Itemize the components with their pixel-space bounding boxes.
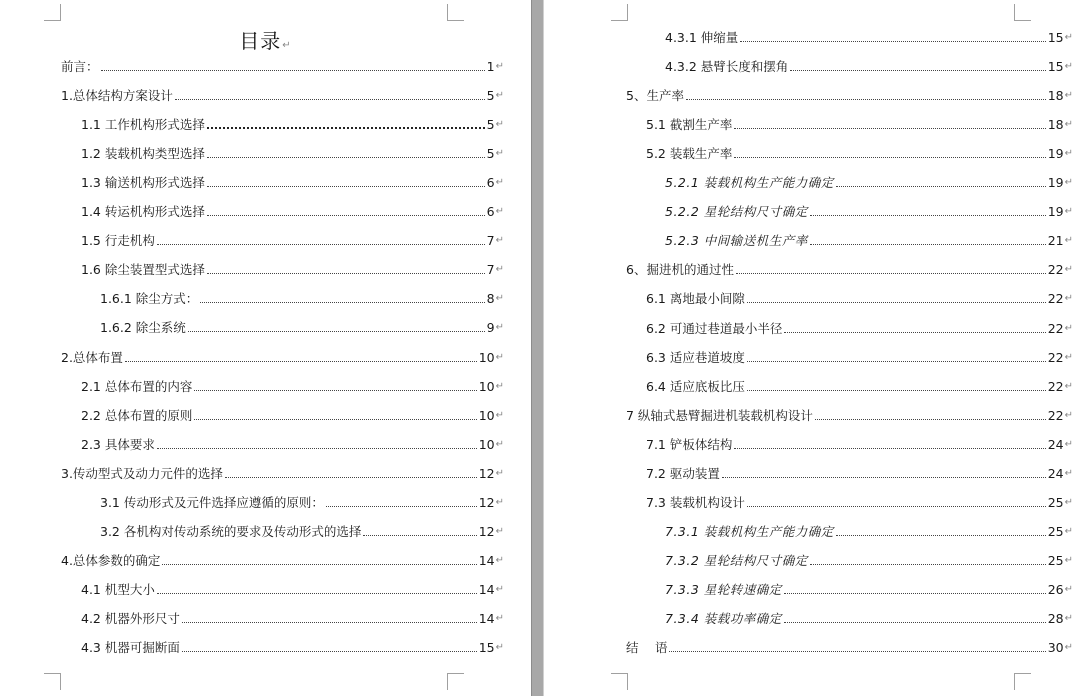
- toc-entry-label: 4.1 机型大小: [81, 581, 155, 597]
- toc-page-number: 10: [478, 378, 495, 394]
- toc-page-number: 18: [1047, 88, 1064, 104]
- toc-dot-leader: [810, 215, 1046, 216]
- toc-dot-leader: [784, 593, 1046, 594]
- page-corner-mark: [611, 673, 628, 690]
- toc-entry[interactable]: [81, 408, 504, 424]
- toc-entry-label: 7 纵轴式悬臂掘进机装载机构设计: [626, 407, 813, 423]
- paragraph-mark-icon: ↵: [1064, 235, 1073, 247]
- toc-entry[interactable]: [81, 611, 504, 627]
- toc-entry-label: 1.3 输送机构形式选择: [81, 175, 205, 191]
- toc-entry[interactable]: [81, 582, 504, 598]
- toc-dot-leader: [101, 70, 485, 71]
- paragraph-mark-icon: ↵: [1064, 496, 1073, 508]
- toc-entry[interactable]: [665, 611, 1073, 627]
- toc-entry[interactable]: [626, 408, 1073, 424]
- toc-dot-leader: [157, 244, 485, 245]
- paragraph-mark-icon: ↵: [1064, 583, 1073, 595]
- toc-page-number: 14: [478, 581, 495, 597]
- toc-entry-label: 6.1 离地最小间隙: [646, 291, 745, 307]
- toc-dot-leader: [194, 419, 476, 420]
- toc-page-number: 10: [478, 349, 495, 365]
- toc-entry[interactable]: [646, 466, 1073, 482]
- paragraph-mark-icon: ↵: [495, 409, 504, 421]
- toc-dot-leader: [734, 128, 1045, 129]
- toc-page-number: 5: [486, 88, 495, 104]
- toc-dot-leader: [790, 70, 1045, 71]
- toc-dot-leader: [162, 564, 476, 565]
- paragraph-mark-icon: ↵: [495, 525, 504, 537]
- toc-entry-label: 4.2 机器外形尺寸: [81, 610, 180, 626]
- paragraph-mark-icon: ↵: [495, 61, 504, 72]
- toc-entry-label: 2.3 具体要求: [81, 436, 155, 452]
- toc-page-number: 15: [1047, 30, 1064, 45]
- toc-dot-leader: [157, 448, 477, 449]
- toc-entry[interactable]: [665, 30, 1073, 46]
- toc-dot-leader: [815, 419, 1046, 420]
- toc-entry-label: 3.2 各机构对传动系统的要求及传动形式的选择: [100, 523, 362, 539]
- paragraph-mark-icon: ↵: [1064, 32, 1073, 43]
- toc-page-number: 19: [1047, 204, 1064, 220]
- paragraph-mark-icon: ↵: [1064, 293, 1073, 305]
- toc-dot-leader: [747, 390, 1046, 391]
- toc-entry-label: 7.3.1 装载机构生产能力确定: [665, 523, 834, 539]
- toc-dot-leader: [194, 390, 476, 391]
- paragraph-mark-icon: ↵: [495, 380, 504, 392]
- paragraph-mark-icon: ↵: [495, 467, 504, 479]
- toc-entry-label: 6.2 可通过巷道最小半径: [646, 320, 783, 336]
- toc-entry[interactable]: [61, 59, 504, 75]
- toc-entry[interactable]: [646, 321, 1073, 337]
- toc-entry-label: 7.1 铲板体结构: [646, 436, 733, 452]
- toc-dot-leader: [157, 593, 477, 594]
- toc-entry-label: 1.6 除尘装置型式选择: [81, 262, 205, 278]
- toc-entry[interactable]: [81, 146, 504, 162]
- toc-page-number: 5: [486, 146, 495, 162]
- toc-entry-label: 1.4 转运机构形式选择: [81, 204, 205, 220]
- toc-entry[interactable]: [61, 466, 504, 482]
- toc-entry[interactable]: [81, 437, 504, 453]
- toc-dot-leader: [188, 331, 485, 332]
- page-corner-mark: [44, 673, 61, 690]
- page-corner-mark: [447, 4, 464, 21]
- toc-page-number: 25: [1047, 494, 1064, 510]
- paragraph-mark-icon: ↵: [1064, 177, 1073, 189]
- toc-dot-leader: [784, 622, 1046, 623]
- page-corner-mark: [447, 673, 464, 690]
- toc-page-number: 30: [1047, 640, 1064, 656]
- toc-page-number: 5: [486, 117, 495, 133]
- paragraph-mark-icon: ↵: [495, 293, 504, 305]
- toc-dot-leader: [686, 99, 1046, 100]
- toc-entry[interactable]: [646, 117, 1073, 133]
- toc-dot-leader: [810, 564, 1046, 565]
- toc-entry[interactable]: [81, 379, 504, 395]
- toc-entry-label: 1.5 行走机构: [81, 233, 155, 249]
- toc-page-number: 10: [478, 407, 495, 423]
- toc-entry[interactable]: [646, 495, 1073, 511]
- toc-page-number: 1: [486, 59, 495, 74]
- toc-page-number: 15: [1047, 59, 1064, 75]
- toc-entry-label: 5、生产率: [626, 88, 684, 104]
- toc-entry[interactable]: [626, 88, 1073, 104]
- toc-entry[interactable]: [100, 495, 504, 511]
- toc-entry-label: 4.总体参数的确定: [61, 552, 161, 568]
- toc-dot-leader: [669, 651, 1045, 652]
- toc-dot-leader: [182, 651, 477, 652]
- toc-page-number: 14: [478, 610, 495, 626]
- toc-entry[interactable]: [646, 379, 1073, 395]
- toc-entry-label: 4.3 机器可掘断面: [81, 640, 180, 655]
- toc-page-number: 22: [1047, 262, 1064, 278]
- toc-entry[interactable]: [646, 291, 1073, 307]
- toc-entry[interactable]: [61, 553, 504, 569]
- paragraph-mark-icon: ↵: [495, 148, 504, 160]
- toc-page-number: 15: [478, 640, 495, 655]
- toc-entry[interactable]: [646, 350, 1073, 366]
- toc-dot-leader: [810, 244, 1046, 245]
- paragraph-mark-icon: ↵: [495, 235, 504, 247]
- toc-dot-leader: [734, 157, 1045, 158]
- toc-page-number: 18: [1047, 117, 1064, 133]
- paragraph-mark-icon: ↵: [495, 90, 504, 102]
- paragraph-mark-icon: ↵: [1064, 119, 1073, 131]
- toc-entry[interactable]: [100, 524, 504, 540]
- toc-dot-leader: [740, 41, 1045, 42]
- toc-dot-leader: [836, 535, 1046, 536]
- paragraph-mark-icon: ↵: [1064, 642, 1073, 654]
- toc-entry-label: 5.1 截割生产率: [646, 117, 733, 133]
- toc-dot-leader: [363, 535, 476, 536]
- toc-page-number: 7: [486, 233, 495, 249]
- toc-entry-label: 7.2 驱动装置: [646, 465, 720, 481]
- page-corner-mark: [44, 4, 61, 21]
- toc-page-number: 12: [478, 465, 495, 481]
- toc-dot-leader: [200, 302, 484, 303]
- toc-dot-leader: [182, 622, 477, 623]
- toc-dot-leader: [225, 477, 477, 478]
- toc-entry[interactable]: [665, 59, 1073, 75]
- toc-page-number: 28: [1047, 611, 1064, 626]
- paragraph-mark-icon: ↵: [1064, 525, 1073, 537]
- toc-entry-label: 5.2.3 中间输送机生产率: [665, 233, 808, 249]
- toc-entry-label: 7.3.3 星轮转速确定: [665, 581, 782, 597]
- toc-dot-leader: [326, 506, 477, 507]
- toc-entry[interactable]: [100, 320, 504, 336]
- toc-dot-leader: [207, 127, 485, 129]
- toc-entry-label: 1.2 装载机构类型选择: [81, 146, 205, 162]
- toc-page-number: 12: [478, 523, 495, 539]
- toc-entry[interactable]: [646, 146, 1073, 162]
- paragraph-mark-icon: ↵: [1064, 380, 1073, 392]
- toc-page-number: 9: [486, 320, 495, 336]
- toc-entry-label: 1.6.2 除尘系统: [100, 320, 186, 336]
- page-corner-mark: [1014, 673, 1031, 690]
- paragraph-mark-icon: ↵: [495, 177, 504, 189]
- toc-dot-leader: [747, 506, 1046, 507]
- paragraph-mark-icon: ↵: [495, 119, 504, 131]
- toc-title: 目录↵: [239, 29, 292, 53]
- paragraph-mark-icon: ↵: [495, 264, 504, 276]
- toc-entry-label: 结 语: [626, 640, 668, 656]
- toc-entry-label: 1.6.1 除尘方式：: [100, 291, 199, 307]
- toc-page-number: 6: [486, 204, 495, 220]
- paragraph-mark-icon: ↵: [1064, 554, 1073, 566]
- page-corner-mark: [1014, 4, 1031, 21]
- paragraph-mark-icon: ↵: [495, 496, 504, 508]
- toc-entry[interactable]: [81, 640, 504, 656]
- toc-page-number: 6: [486, 175, 495, 191]
- toc-entry-label: 5.2.2 星轮结构尺寸确定: [665, 204, 808, 220]
- toc-dot-leader: [207, 273, 485, 274]
- paragraph-mark-icon: ↵: [495, 554, 504, 566]
- toc-entry-label: 6.3 适应巷道坡度: [646, 349, 745, 365]
- toc-entry[interactable]: [626, 640, 1073, 656]
- toc-entry-label: 3.1 传动形式及元件选择应遵循的原则：: [100, 494, 324, 510]
- paragraph-mark-icon: ↵: [1064, 409, 1073, 421]
- toc-entry-label: 5.2 装载生产率: [646, 146, 733, 162]
- toc-dot-leader: [125, 361, 477, 362]
- toc-page-number: 10: [478, 436, 495, 452]
- toc-entry-label: 7.3.4 装载功率确定: [665, 611, 782, 626]
- toc-dot-leader: [722, 477, 1046, 478]
- toc-page-number: 24: [1047, 465, 1064, 481]
- paragraph-mark-icon: ↵: [1064, 613, 1073, 624]
- paragraph-mark-icon: ↵: [495, 438, 504, 450]
- toc-entry[interactable]: [665, 175, 1073, 191]
- paragraph-mark-icon: ↵: [1064, 351, 1073, 363]
- toc-entry[interactable]: [81, 262, 504, 278]
- toc-dot-leader: [747, 302, 1046, 303]
- toc-entry-label: 6、掘进机的通过性: [626, 262, 734, 278]
- toc-entry-label: 前言：: [61, 59, 99, 74]
- document-page-right: [544, 0, 1073, 696]
- toc-dot-leader: [207, 186, 485, 187]
- paragraph-mark-icon: ↵: [1064, 438, 1073, 450]
- toc-entry-label: 5.2.1 装载机构生产能力确定: [665, 175, 834, 191]
- paragraph-mark-icon: ↵: [495, 322, 504, 334]
- toc-entry[interactable]: [61, 88, 504, 104]
- toc-dot-leader: [736, 273, 1046, 274]
- toc-entry[interactable]: [665, 553, 1073, 569]
- toc-dot-leader: [836, 186, 1046, 187]
- toc-entry[interactable]: [81, 117, 504, 133]
- toc-entry[interactable]: [61, 350, 504, 366]
- toc-dot-leader: [784, 332, 1045, 333]
- toc-entry[interactable]: [665, 204, 1073, 220]
- toc-entry[interactable]: [665, 524, 1073, 540]
- paragraph-mark-icon: ↵: [1064, 90, 1073, 102]
- toc-dot-leader: [207, 157, 485, 158]
- toc-entry[interactable]: [81, 233, 504, 249]
- toc-entry[interactable]: [81, 204, 504, 220]
- toc-page-number: 21: [1047, 233, 1064, 249]
- toc-entry-label: 4.3.2 悬臂长度和摆角: [665, 59, 789, 75]
- toc-dot-leader: [747, 361, 1046, 362]
- toc-entry-label: 7.3 装载机构设计: [646, 494, 745, 510]
- paragraph-mark-icon: ↵: [495, 351, 504, 363]
- toc-entry[interactable]: [100, 291, 504, 307]
- toc-page-number: 25: [1047, 552, 1064, 568]
- page-corner-mark: [611, 4, 628, 21]
- document-page-left: [0, 0, 531, 696]
- toc-page-number: 19: [1047, 175, 1064, 191]
- toc-page-number: 22: [1047, 291, 1064, 307]
- toc-entry-label: 2.2 总体布置的原则: [81, 407, 193, 423]
- toc-entry-label: 2.1 总体布置的内容: [81, 378, 193, 394]
- toc-entry-label: 2.总体布置: [61, 349, 123, 365]
- toc-entry[interactable]: [665, 233, 1073, 249]
- page-gutter: [531, 0, 544, 696]
- toc-entry[interactable]: [626, 262, 1073, 278]
- toc-entry[interactable]: [81, 175, 504, 191]
- toc-entry[interactable]: [646, 437, 1073, 453]
- paragraph-mark-icon: ↵: [495, 206, 504, 218]
- paragraph-mark-icon: ↵: [495, 642, 504, 653]
- toc-page-number: 22: [1047, 407, 1064, 423]
- toc-page-number: 8: [486, 291, 495, 307]
- paragraph-mark-icon: ↵: [1064, 61, 1073, 73]
- toc-page-number: 22: [1047, 320, 1064, 336]
- toc-dot-leader: [734, 448, 1045, 449]
- toc-entry[interactable]: [665, 582, 1073, 598]
- toc-dot-leader: [175, 99, 485, 100]
- toc-entry-label: 1.1 工作机构形式选择: [81, 117, 205, 133]
- paragraph-mark-icon: ↵: [1064, 206, 1073, 218]
- toc-page-number: 25: [1047, 523, 1064, 539]
- toc-entry-label: 3.传动型式及动力元件的选择: [61, 465, 223, 481]
- toc-page-number: 24: [1047, 436, 1064, 452]
- paragraph-mark-icon: ↵: [1064, 264, 1073, 276]
- toc-dot-leader: [207, 215, 485, 216]
- paragraph-mark-icon: ↵: [1064, 148, 1073, 160]
- toc-page-number: 12: [478, 494, 495, 510]
- toc-page-number: 19: [1047, 146, 1064, 162]
- toc-entry-label: 4.3.1 伸缩量: [665, 30, 739, 45]
- paragraph-mark-icon: ↵: [495, 583, 504, 595]
- toc-page-number: 22: [1047, 349, 1064, 365]
- toc-entry-label: 7.3.2 星轮结构尺寸确定: [665, 552, 808, 568]
- paragraph-mark-icon: ↵: [1064, 467, 1073, 479]
- toc-entry-label: 6.4 适应底板比压: [646, 378, 745, 394]
- toc-entry-label: 1.总体结构方案设计: [61, 88, 173, 104]
- toc-page-number: 26: [1047, 581, 1064, 597]
- toc-page-number: 14: [478, 552, 495, 568]
- toc-page-number: 22: [1047, 378, 1064, 394]
- paragraph-mark-icon: ↵: [495, 612, 504, 624]
- toc-page-number: 7: [486, 262, 495, 278]
- paragraph-mark-icon: ↵: [1064, 322, 1073, 334]
